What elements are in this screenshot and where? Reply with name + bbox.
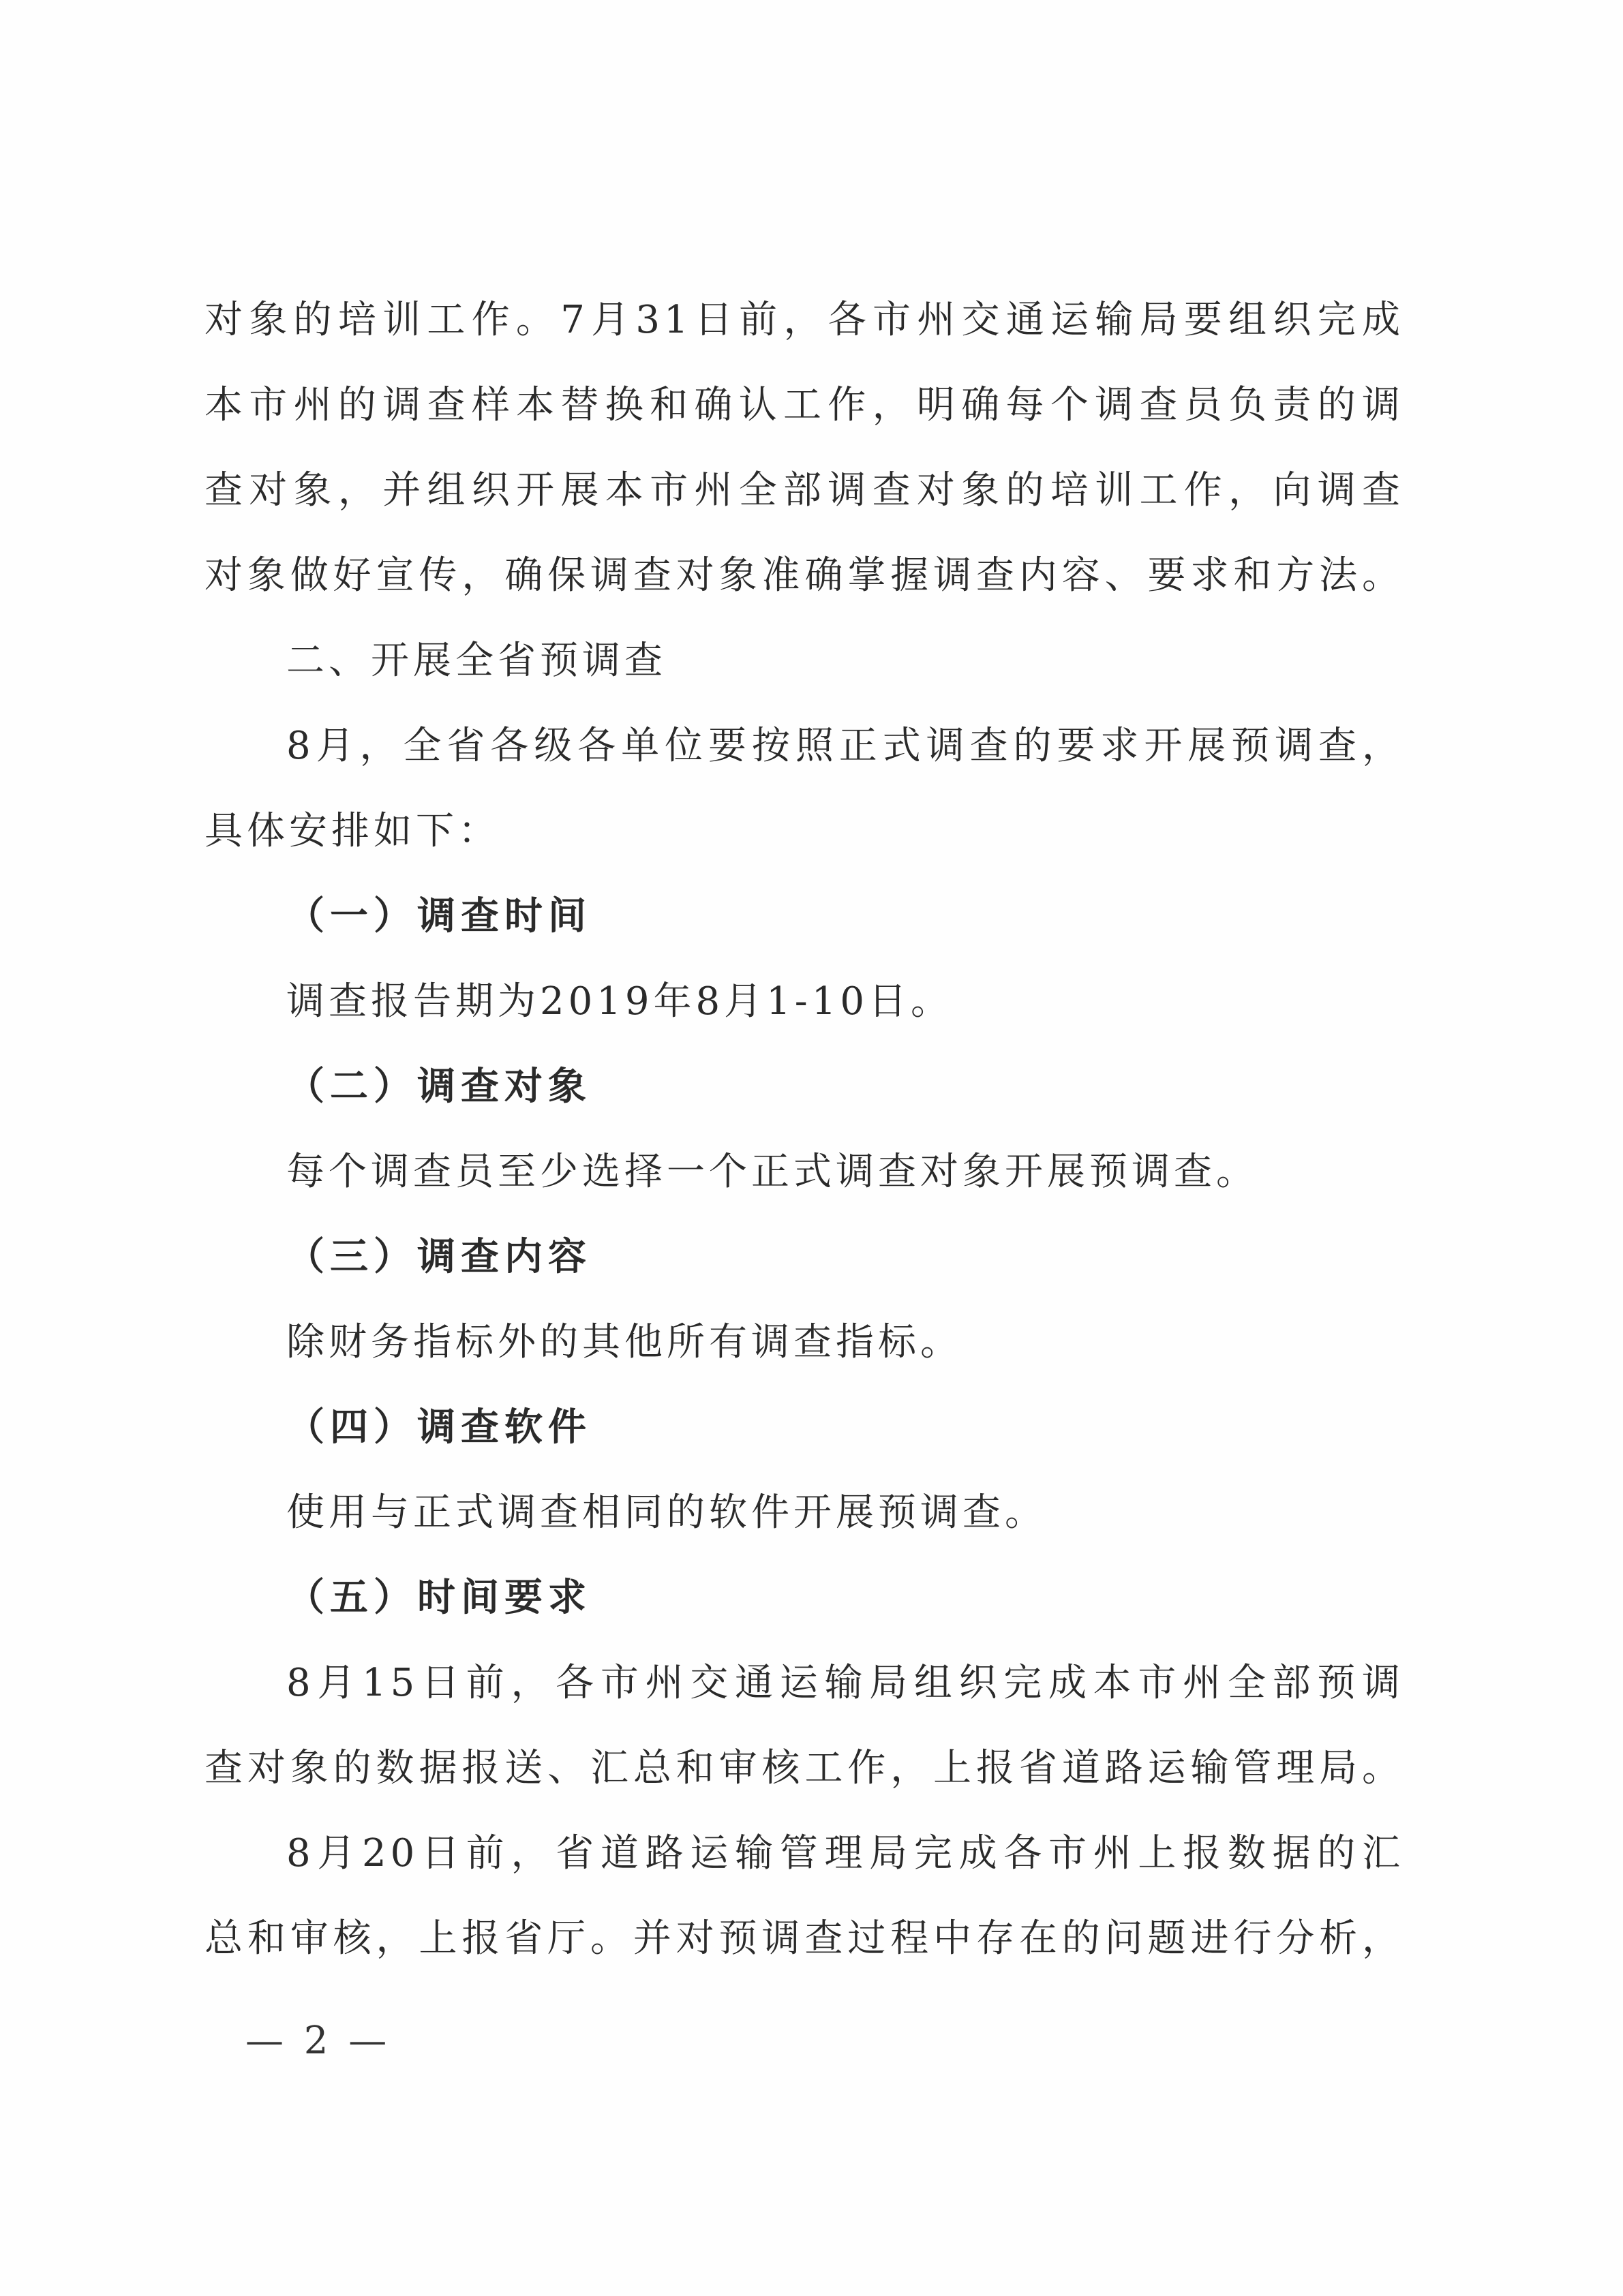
subsection-heading: （二）调查对象 (286, 1065, 592, 1109)
paragraph-line: 每个调查员至少选择一个正式调查对象开展预调查。 (286, 1150, 1258, 1194)
subsection-heading: （四）调查软件 (286, 1405, 592, 1450)
paragraph-line: 对象做好宣传，确保调查对象准确掌握调查内容、要求和方法。 (204, 553, 1404, 598)
paragraph-line: 8月15日前，各市州交通运输局组织完成本市州全部预调 (286, 1661, 1404, 1705)
paragraph-line: 具体安排如下： (204, 809, 500, 853)
subsection-heading: （五）时间要求 (286, 1576, 592, 1620)
paragraph-line: 总和审核，上报省厅。并对预调查过程中存在的问题进行分析， (204, 1916, 1404, 1961)
paragraph-line: 调查报告期为2019年8月1-10日。 (286, 979, 953, 1024)
subsection-heading: （一）调查时间 (286, 894, 592, 938)
paragraph-line: 8月20日前，省道路运输管理局完成各市州上报数据的汇 (286, 1831, 1404, 1876)
paragraph-line: 查对象，并组织开展本市州全部调查对象的培训工作，向调查 (204, 468, 1404, 512)
paragraph-line: 查对象的数据报送、汇总和审核工作，上报省道路运输管理局。 (204, 1746, 1404, 1790)
page-number: — 2 — (245, 2019, 391, 2063)
paragraph-line: 8月，全省各级各单位要按照正式调查的要求开展预调查， (286, 724, 1404, 768)
section-heading: 二、开展全省预调查 (286, 639, 667, 683)
paragraph-line: 使用与正式调查相同的软件开展预调查。 (286, 1490, 1047, 1535)
paragraph-line: 对象的培训工作。7月31日前，各市州交通运输局要组织完成 (204, 298, 1404, 342)
paragraph-line: 本市州的调查样本替换和确认工作，明确每个调查员负责的调 (204, 383, 1404, 427)
paragraph-line: 除财务指标外的其他所有调查指标。 (286, 1320, 962, 1364)
subsection-heading: （三）调查内容 (286, 1235, 592, 1279)
